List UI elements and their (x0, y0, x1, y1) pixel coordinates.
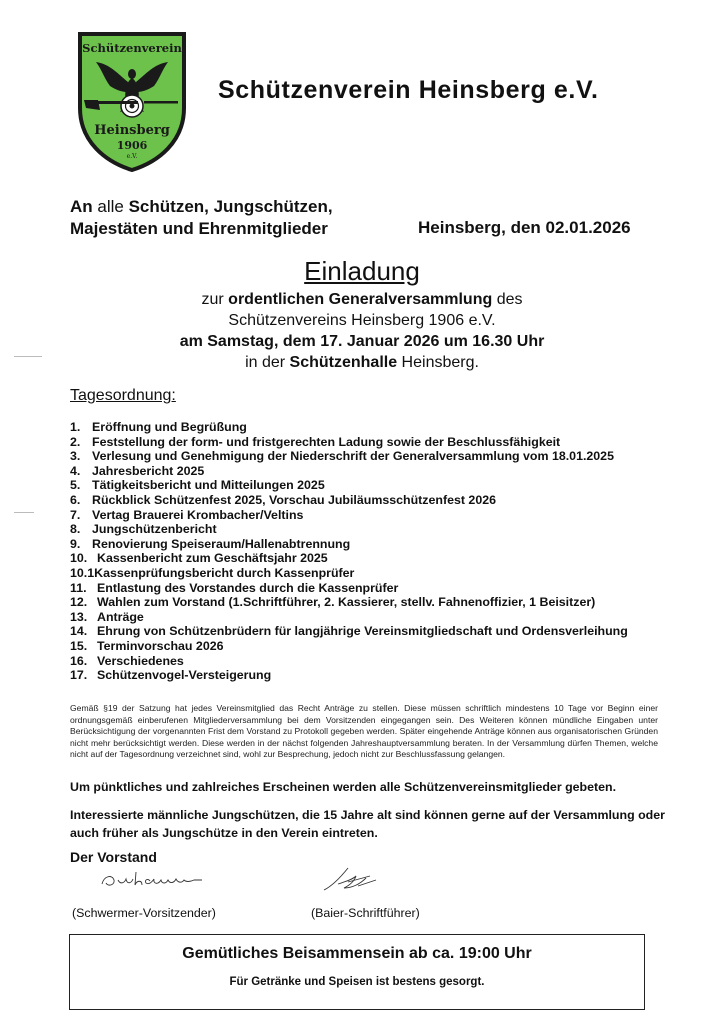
invitation-line1-a: zur (201, 291, 229, 308)
addressee-normal: alle (92, 197, 129, 216)
invitation-title: Einladung (304, 256, 420, 286)
agenda-item-number: 2. (70, 434, 81, 449)
agenda-item (70, 610, 628, 625)
agenda-item (70, 435, 628, 450)
agenda-item-number: 16. (70, 653, 88, 668)
invitation-line4-a: in der (245, 354, 290, 371)
agenda-item-text: Entlastung des Vorstandes durch die Kassenprüfer (97, 580, 399, 595)
agenda-item (70, 551, 628, 566)
agenda-item-text: Jahresbericht 2025 (92, 463, 205, 478)
signature-chairman (98, 868, 208, 892)
agenda-item-number: 4. (70, 463, 81, 478)
agenda-item (70, 537, 628, 552)
agenda-item (70, 566, 628, 581)
agenda-item-number: 17. (70, 668, 88, 683)
footer-title: Gemütliches Beisammensein ab ca. 19:00 Uhr (182, 945, 532, 962)
attendance-request: Um pünktliches und zahlreiches Erscheinen werden alle Schützenvereinsmitglieder gebeten. (70, 780, 617, 794)
agenda-item-text: Kassenbericht zum Geschäftsjahr 2025 (97, 551, 328, 566)
agenda-item-text: Tätigkeitsbericht und Mitteilungen 2025 (92, 478, 325, 493)
footer-box (69, 934, 645, 1010)
agenda-item (70, 581, 628, 596)
agenda-item-number: 3. (70, 449, 81, 464)
target-icon (121, 95, 143, 117)
agenda-item-text: Wahlen zum Vorstand (1.Schriftführer, 2. Kassierer, stellv. Fahnenoffizier, 1 Beisitzer) (97, 595, 596, 610)
agenda-item (70, 595, 628, 610)
agenda-item (70, 668, 628, 683)
agenda-item-number: 10. (70, 551, 88, 566)
agenda-item-text: Kassenprüfungsbericht durch Kassenprüfer (94, 565, 355, 580)
agenda-item (70, 639, 628, 654)
logo-year: 1906 (116, 139, 148, 152)
agenda-item-number: 9. (70, 536, 81, 551)
addressee-prefix: An (70, 197, 93, 216)
agenda-item-text: Rückblick Schützenfest 2025, Vorschau Jubiläumsschützenfest 2026 (92, 492, 496, 507)
margin-mark (14, 356, 42, 357)
agenda-item-number: 10.1 (70, 565, 95, 580)
agenda-item (70, 508, 628, 523)
invitation-line4-c: Heinsberg. (397, 354, 479, 371)
agenda-item-text: Terminvorschau 2026 (97, 638, 224, 653)
club-logo (74, 30, 190, 172)
agenda-item-number: 6. (70, 492, 81, 507)
addressee (70, 196, 333, 240)
agenda-heading: Tagesordnung: (70, 387, 176, 404)
invitation-line4-b: Schützenhalle (289, 354, 398, 371)
board-label: Der Vorstand (70, 849, 157, 865)
signature-name-chairman: (Schwermer-Vorsitzender) (72, 906, 216, 920)
logo-bottom-text: Heinsberg (94, 123, 170, 138)
agenda-item-number: 8. (70, 522, 81, 537)
agenda-item-number: 14. (70, 624, 88, 639)
agenda-item-number: 15. (70, 638, 88, 653)
agenda-item (70, 449, 628, 464)
youth-invitation: Interessierte männliche Jungschützen, die 15 Jahre alt sind können gerne auf der Versammlung oder auch früher als Jungschütze in den Verein eintreten. (70, 808, 665, 840)
agenda-item-text: Eröffnung und Begrüßung (92, 420, 247, 434)
signature-secretary (318, 864, 380, 896)
agenda-item-text: Ehrung von Schützenbrüdern für langjährige Vereinsmitgliedschaft und Ordensverleihung (97, 624, 628, 639)
addressee-line2: Majestäten und Ehrenmitglieder (70, 219, 328, 238)
agenda-item-number: 1. (70, 420, 81, 434)
agenda-item-number: 7. (70, 507, 81, 522)
agenda-item (70, 420, 628, 435)
invitation-line2: Schützenvereins Heinsberg 1906 e.V. (228, 312, 496, 329)
invitation-block (0, 256, 724, 373)
addressee-bold: Schützen, Jungschützen, (128, 197, 333, 216)
agenda-item-number: 11. (70, 580, 87, 595)
logo-suffix: e.V. (126, 153, 138, 160)
place-date: Heinsberg, den 02.01.2026 (418, 218, 631, 237)
signature-name-secretary: (Baier-Schriftführer) (311, 906, 420, 920)
invitation-line1-b: ordentlichen Generalversammlung (228, 291, 493, 308)
agenda-item-number: 12. (70, 595, 88, 610)
agenda-item-text: Verlesung und Genehmigung der Niederschrift der Generalversammlung vom 18.01.2025 (92, 449, 614, 464)
invitation-line1-c: des (492, 291, 523, 308)
agenda-item-text: Feststellung der form- und fristgerechten Ladung sowie der Beschlussfähigkeit (92, 434, 561, 449)
agenda-item (70, 464, 628, 479)
logo-top-text: Schützenverein (82, 41, 182, 55)
agenda-item-text: Vertag Brauerei Krombacher/Veltins (92, 507, 304, 522)
agenda-item-number: 13. (70, 609, 88, 624)
addressee-line1 (70, 196, 333, 218)
agenda-item-text: Verschiedenes (97, 653, 184, 668)
statute-notice: Gemäß §19 der Satzung hat jedes Vereinsmitglied das Recht Anträge zu stellen. Diese müssen schriftlich mindestens 10 Tage vor Beginn einer ordnungsgemäß einberufenen Mitgliederversammlung bei dem Vorsitzenden eingegangen sein. Des Weiteren können mündliche Eingaben unter Berücksichtigung der vorgenannten Frist dem Vorstand zu Protokoll gegeben werden. Später eingehende Anträge können aus organisatorischen Gründen nicht mehr berücksichtigt werden. Diese werden in der nächst folgenden Jahreshauptversammlung beraten. In der Versammlung dürfen Themen, welche nicht auf der Tagesordnung verzeichnet sind, wohl zur Besprechung, jedoch nicht zur Beschlussfassung gelangen. (70, 703, 658, 760)
agenda-item (70, 478, 628, 493)
agenda-item (70, 654, 628, 669)
agenda-item-number: 5. (70, 478, 81, 493)
agenda-item (70, 624, 628, 639)
invitation-line3: am Samstag, dem 17. Januar 2026 um 16.30 Uhr (179, 333, 545, 350)
margin-mark (14, 512, 34, 513)
invitation-line4 (0, 352, 724, 373)
agenda-item (70, 493, 628, 508)
agenda-item-text: Schützenvogel-Versteigerung (97, 668, 272, 683)
agenda-item-text: Anträge (97, 609, 144, 624)
org-title: Schützenverein Heinsberg e.V. (218, 76, 599, 104)
footer-subtitle: Für Getränke und Speisen ist bestens gesorgt. (229, 976, 485, 988)
agenda-item-text: Renovierung Speiseraum/Hallenabtrennung (92, 536, 351, 551)
agenda-item (70, 522, 628, 537)
agenda-item-text: Jungschützenbericht (92, 522, 217, 537)
agenda-list (70, 420, 628, 683)
invitation-line1 (0, 289, 724, 310)
